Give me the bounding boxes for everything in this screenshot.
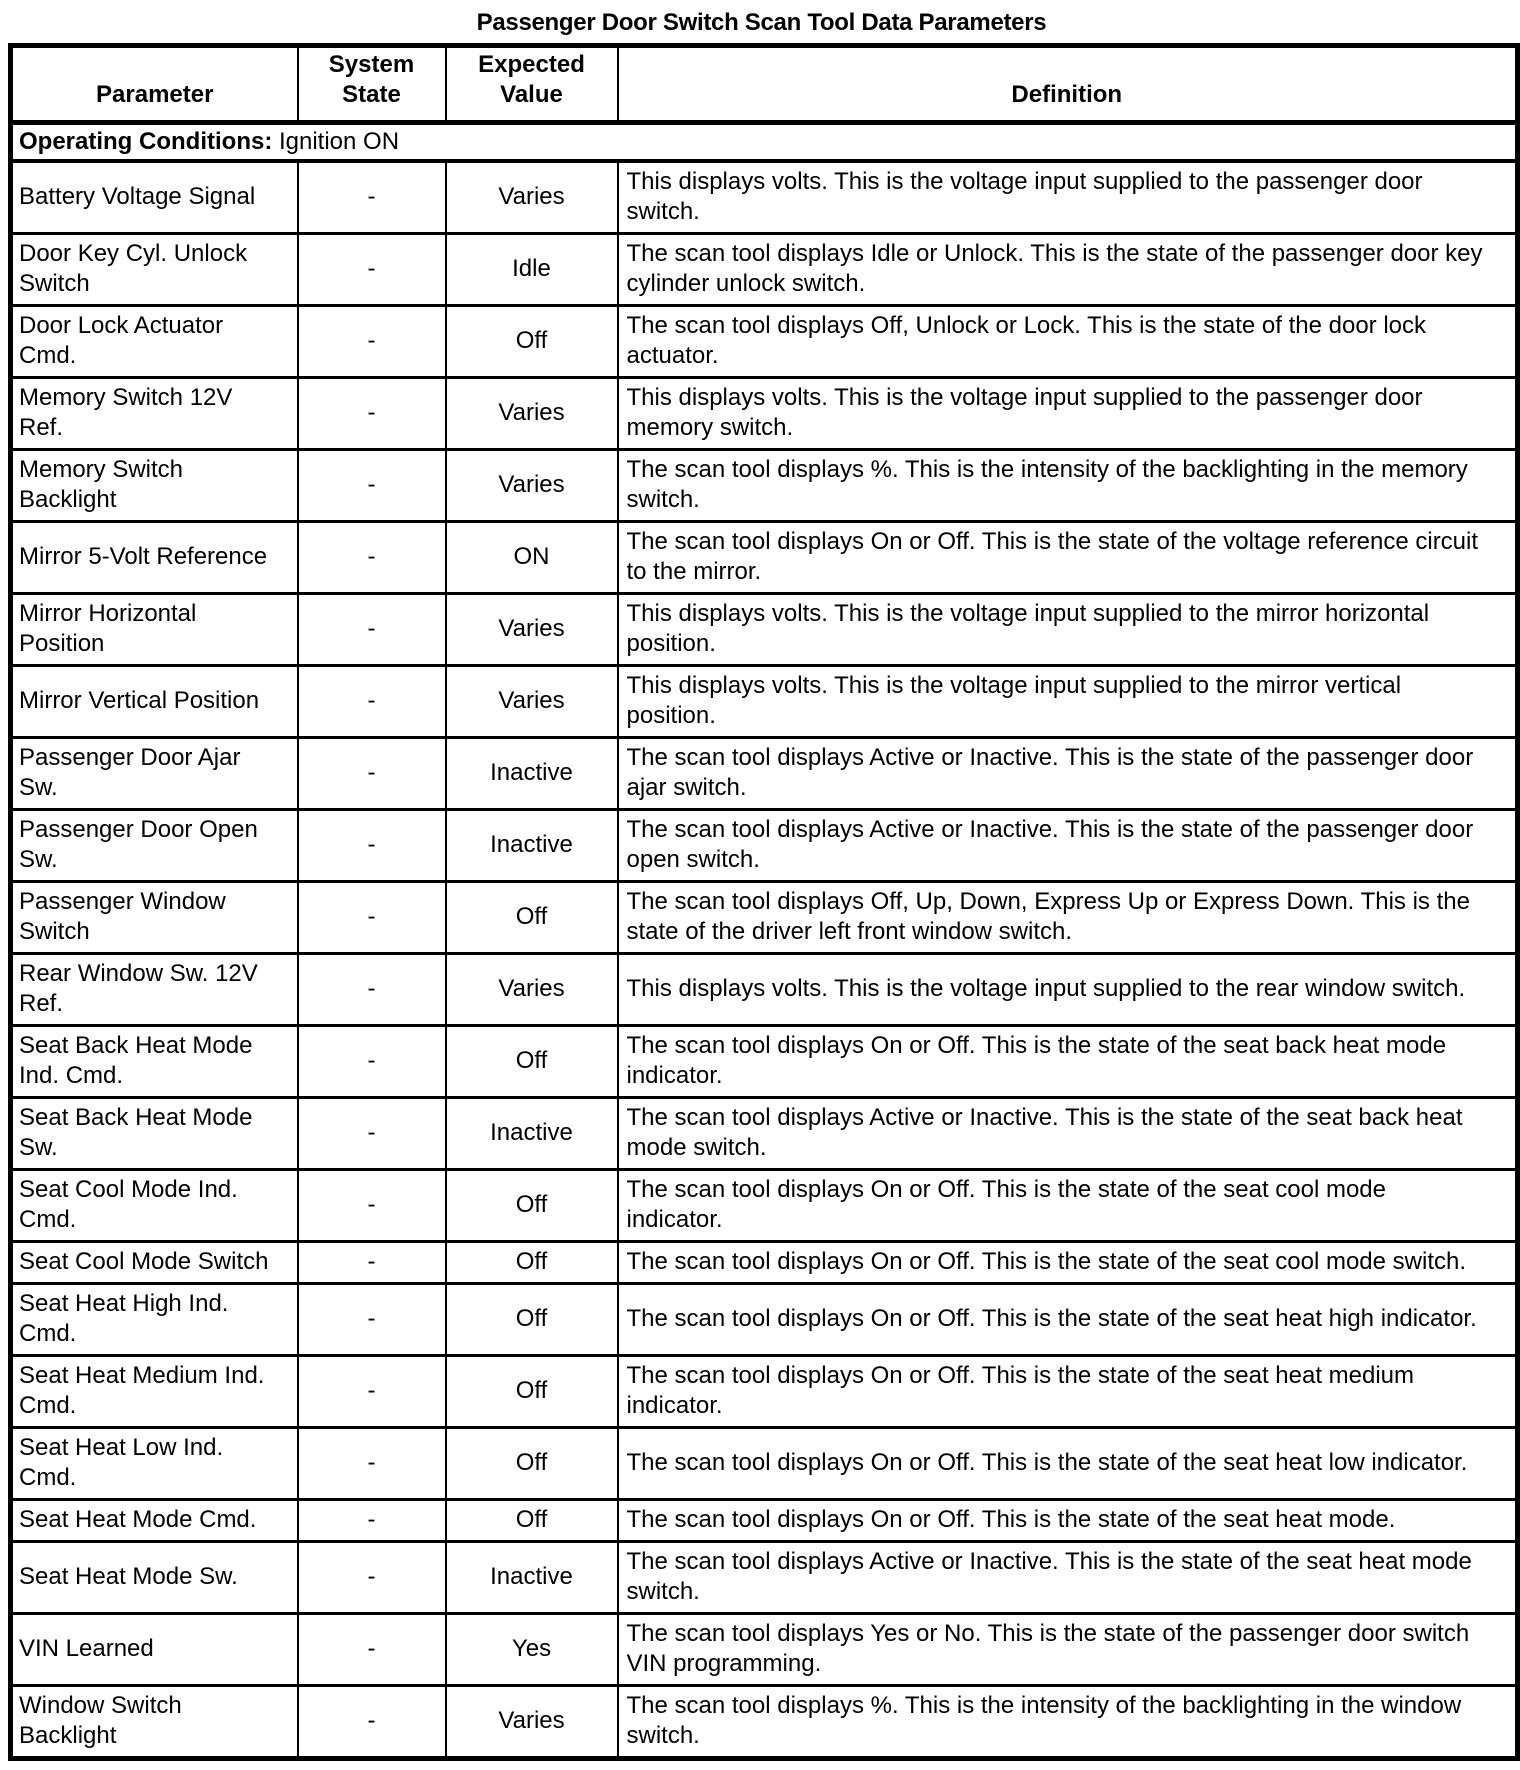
parameter-cell: Battery Voltage Signal (11, 161, 298, 234)
parameter-cell: Memory Switch Backlight (11, 450, 298, 522)
operating-conditions-value: Ignition ON (278, 128, 400, 155)
system-state-cell: - (298, 882, 446, 954)
operating-conditions-cell (11, 123, 1518, 162)
table-row (11, 234, 1518, 306)
system-state-cell: - (298, 810, 446, 882)
system-state-cell: - (298, 1686, 446, 1759)
definition-cell: The scan tool displays On or Off. This is the state of the seat heat mode. (618, 1500, 1518, 1542)
system-state-cell: - (298, 1098, 446, 1170)
expected-value-cell: Off (446, 1026, 618, 1098)
parameter-cell: Seat Cool Mode Switch (11, 1242, 298, 1284)
definition-cell: This displays volts. This is the voltage input supplied to the mirror vertical position. (618, 666, 1518, 738)
column-header-definition: Definition (618, 46, 1518, 123)
parameter-cell: Seat Heat Medium Ind. Cmd. (11, 1356, 298, 1428)
parameter-cell: Seat Cool Mode Ind. Cmd. (11, 1170, 298, 1242)
table-row (11, 738, 1518, 810)
table-row (11, 1284, 1518, 1356)
system-state-cell: - (298, 738, 446, 810)
parameter-cell: Window Switch Backlight (11, 1686, 298, 1759)
expected-value-cell: Varies (446, 666, 618, 738)
definition-cell: The scan tool displays Off, Up, Down, Express Up or Express Down. This is the state of the driver left front window switch. (618, 882, 1518, 954)
definition-cell: The scan tool displays %. This is the intensity of the backlighting in the window switch. (618, 1686, 1518, 1759)
expected-value-cell: Varies (446, 161, 618, 234)
table-row (11, 306, 1518, 378)
definition-cell: The scan tool displays On or Off. This is the state of the seat cool mode switch. (618, 1242, 1518, 1284)
expected-value-cell: Inactive (446, 738, 618, 810)
table-row (11, 1542, 1518, 1614)
parameter-cell: Seat Back Heat Mode Ind. Cmd. (11, 1026, 298, 1098)
parameter-cell: Passenger Door Open Sw. (11, 810, 298, 882)
expected-value-cell: Varies (446, 1686, 618, 1759)
system-state-cell: - (298, 1428, 446, 1500)
table-row (11, 1026, 1518, 1098)
expected-value-cell: Idle (446, 234, 618, 306)
table-header (11, 46, 1518, 162)
expected-value-cell: Off (446, 306, 618, 378)
definition-cell: This displays volts. This is the voltage input supplied to the passenger door switch. (618, 161, 1518, 234)
expected-value-cell: Off (446, 1170, 618, 1242)
parameter-cell: VIN Learned (11, 1614, 298, 1686)
expected-value-cell: Varies (446, 594, 618, 666)
table-row (11, 1356, 1518, 1428)
definition-cell: The scan tool displays On or Off. This is the state of the seat heat high indicator. (618, 1284, 1518, 1356)
expected-value-cell: Off (446, 1500, 618, 1542)
table-row (11, 161, 1518, 234)
table-row (11, 1428, 1518, 1500)
system-state-cell: - (298, 1356, 446, 1428)
page-title: Passenger Door Switch Scan Tool Data Parameters (476, 9, 1047, 36)
expected-value-cell: Inactive (446, 1542, 618, 1614)
system-state-cell: - (298, 450, 446, 522)
definition-cell: The scan tool displays On or Off. This is the state of the seat back heat mode indicator. (618, 1026, 1518, 1098)
system-state-cell: - (298, 306, 446, 378)
expected-value-cell: Off (446, 1356, 618, 1428)
system-state-cell: - (298, 1614, 446, 1686)
column-header-parameter: Parameter (11, 46, 298, 123)
definition-cell: The scan tool displays Active or Inactive. This is the state of the seat heat mode switch. (618, 1542, 1518, 1614)
system-state-cell: - (298, 594, 446, 666)
parameter-cell: Seat Heat Mode Sw. (11, 1542, 298, 1614)
table-row (11, 1098, 1518, 1170)
system-state-cell: - (298, 954, 446, 1026)
system-state-cell: - (298, 1500, 446, 1542)
definition-cell: The scan tool displays Active or Inactive. This is the state of the passenger door open switch. (618, 810, 1518, 882)
parameter-cell: Seat Heat High Ind. Cmd. (11, 1284, 298, 1356)
parameter-cell: Rear Window Sw. 12V Ref. (11, 954, 298, 1026)
parameter-cell: Mirror 5-Volt Reference (11, 522, 298, 594)
column-header-system-state: System State (298, 46, 446, 123)
definition-cell: The scan tool displays Active or Inactive. This is the state of the seat back heat mode switch. (618, 1098, 1518, 1170)
system-state-cell: - (298, 234, 446, 306)
parameter-cell: Door Lock Actuator Cmd. (11, 306, 298, 378)
system-state-cell: - (298, 1170, 446, 1242)
expected-value-cell: Varies (446, 450, 618, 522)
table-row (11, 810, 1518, 882)
definition-cell: The scan tool displays Idle or Unlock. This is the state of the passenger door key cylinder unlock switch. (618, 234, 1518, 306)
expected-value-cell: Off (446, 882, 618, 954)
parameter-cell: Seat Back Heat Mode Sw. (11, 1098, 298, 1170)
system-state-cell: - (298, 1542, 446, 1614)
table-body (11, 161, 1518, 1759)
system-state-cell: - (298, 378, 446, 450)
system-state-cell: - (298, 1026, 446, 1098)
system-state-cell: - (298, 1242, 446, 1284)
table-row (11, 378, 1518, 450)
table-row (11, 450, 1518, 522)
parameter-cell: Seat Heat Mode Cmd. (11, 1500, 298, 1542)
table-row (11, 1170, 1518, 1242)
expected-value-cell: Yes (446, 1614, 618, 1686)
expected-value-cell: Inactive (446, 810, 618, 882)
parameter-cell: Passenger Window Switch (11, 882, 298, 954)
table-row (11, 1500, 1518, 1542)
definition-cell: The scan tool displays On or Off. This is the state of the voltage reference circuit to the mirror. (618, 522, 1518, 594)
scan-tool-data-table (8, 43, 1520, 1761)
definition-cell: This displays volts. This is the voltage input supplied to the passenger door memory switch. (618, 378, 1518, 450)
definition-cell: This displays volts. This is the voltage input supplied to the rear window switch. (618, 954, 1518, 1026)
definition-cell: The scan tool displays On or Off. This is the state of the seat heat low indicator. (618, 1428, 1518, 1500)
definition-cell: The scan tool displays %. This is the intensity of the backlighting in the memory switch. (618, 450, 1518, 522)
expected-value-cell: Varies (446, 378, 618, 450)
expected-value-cell: Varies (446, 954, 618, 1026)
parameter-cell: Mirror Vertical Position (11, 666, 298, 738)
expected-value-cell: Off (446, 1284, 618, 1356)
table-row (11, 1686, 1518, 1759)
definition-cell: The scan tool displays Active or Inactive. This is the state of the passenger door ajar switch. (618, 738, 1518, 810)
table-row (11, 594, 1518, 666)
expected-value-cell: Off (446, 1242, 618, 1284)
header-row (11, 46, 1518, 123)
table-row (11, 954, 1518, 1026)
expected-value-cell: Inactive (446, 1098, 618, 1170)
definition-cell: The scan tool displays Off, Unlock or Lock. This is the state of the door lock actuator. (618, 306, 1518, 378)
system-state-cell: - (298, 161, 446, 234)
table-row (11, 666, 1518, 738)
column-header-expected-value: Expected Value (446, 46, 618, 123)
table-row (11, 882, 1518, 954)
operating-conditions-row (11, 123, 1518, 162)
system-state-cell: - (298, 666, 446, 738)
table-row (11, 522, 1518, 594)
parameter-cell: Mirror Horizontal Position (11, 594, 298, 666)
definition-cell: The scan tool displays Yes or No. This is the state of the passenger door switch VIN programming. (618, 1614, 1518, 1686)
parameter-cell: Seat Heat Low Ind. Cmd. (11, 1428, 298, 1500)
parameter-cell: Passenger Door Ajar Sw. (11, 738, 298, 810)
definition-cell: The scan tool displays On or Off. This is the state of the seat heat medium indicator. (618, 1356, 1518, 1428)
table-row (11, 1242, 1518, 1284)
parameter-cell: Memory Switch 12V Ref. (11, 378, 298, 450)
operating-conditions-label: Operating Conditions: (19, 128, 273, 155)
system-state-cell: - (298, 522, 446, 594)
parameter-cell: Door Key Cyl. Unlock Switch (11, 234, 298, 306)
table-row (11, 1614, 1518, 1686)
definition-cell: This displays volts. This is the voltage input supplied to the mirror horizontal position. (618, 594, 1518, 666)
definition-cell: The scan tool displays On or Off. This is the state of the seat cool mode indicator. (618, 1170, 1518, 1242)
expected-value-cell: Off (446, 1428, 618, 1500)
expected-value-cell: ON (446, 522, 618, 594)
system-state-cell: - (298, 1284, 446, 1356)
